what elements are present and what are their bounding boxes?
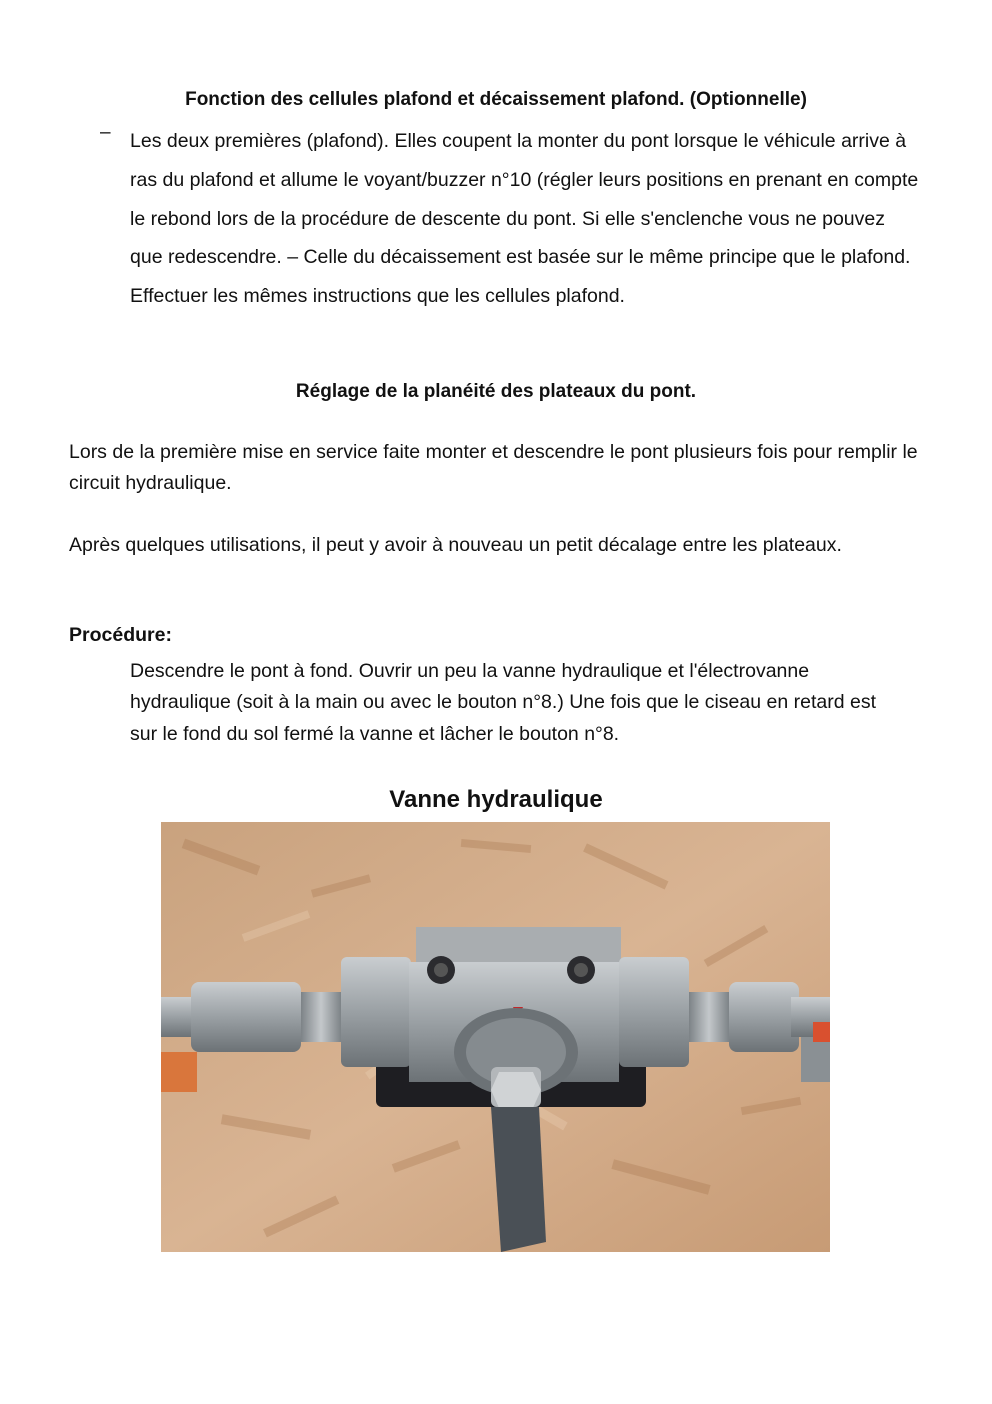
bullet-text: Les deux premières (plafond). Elles coupent la monter du pont lorsque le véhicule arrive à ras du plafond et allume le voyant/buzzer n°10 (régler leurs positions en prenant en compte le rebond lors de la procédure de descente du pont. Si elle s'enclenche vous ne pouvez que redescendre. – Celle du décaissement est basée sur le même principe que le plafond. Effectuer les mêmes instructions que les cellules plafond. bbox=[130, 130, 919, 308]
heading-cells: Fonction des cellules plafond et décaissement plafond. (Optionnelle) bbox=[185, 89, 807, 110]
procedure-text: Descendre le pont à fond. Ouvrir un peu la vanne hydraulique et l'électrovanne hydraulique (soit à la main ou avec le bouton n°8.) Une fois que le ciseau en retard est sur le fond du sol fermé la vanne et lâcher le bouton n°8. bbox=[130, 660, 876, 745]
paragraph-1: Lors de la première mise en service faite monter et descendre le pont plusieurs fois pour remplir le circuit hydraulique. bbox=[69, 441, 918, 494]
bullet-marker: – bbox=[100, 122, 111, 143]
paragraph-2: Après quelques utilisations, il peut y avoir à nouveau un petit décalage entre les plateaux. bbox=[69, 534, 842, 556]
procedure-label: Procédure: bbox=[69, 624, 172, 646]
heading-adjust: Réglage de la planéité des plateaux du pont. bbox=[295, 381, 697, 402]
photo-caption: Vanne hydraulique bbox=[389, 786, 603, 813]
hydraulic-valve-photo bbox=[161, 822, 830, 1252]
